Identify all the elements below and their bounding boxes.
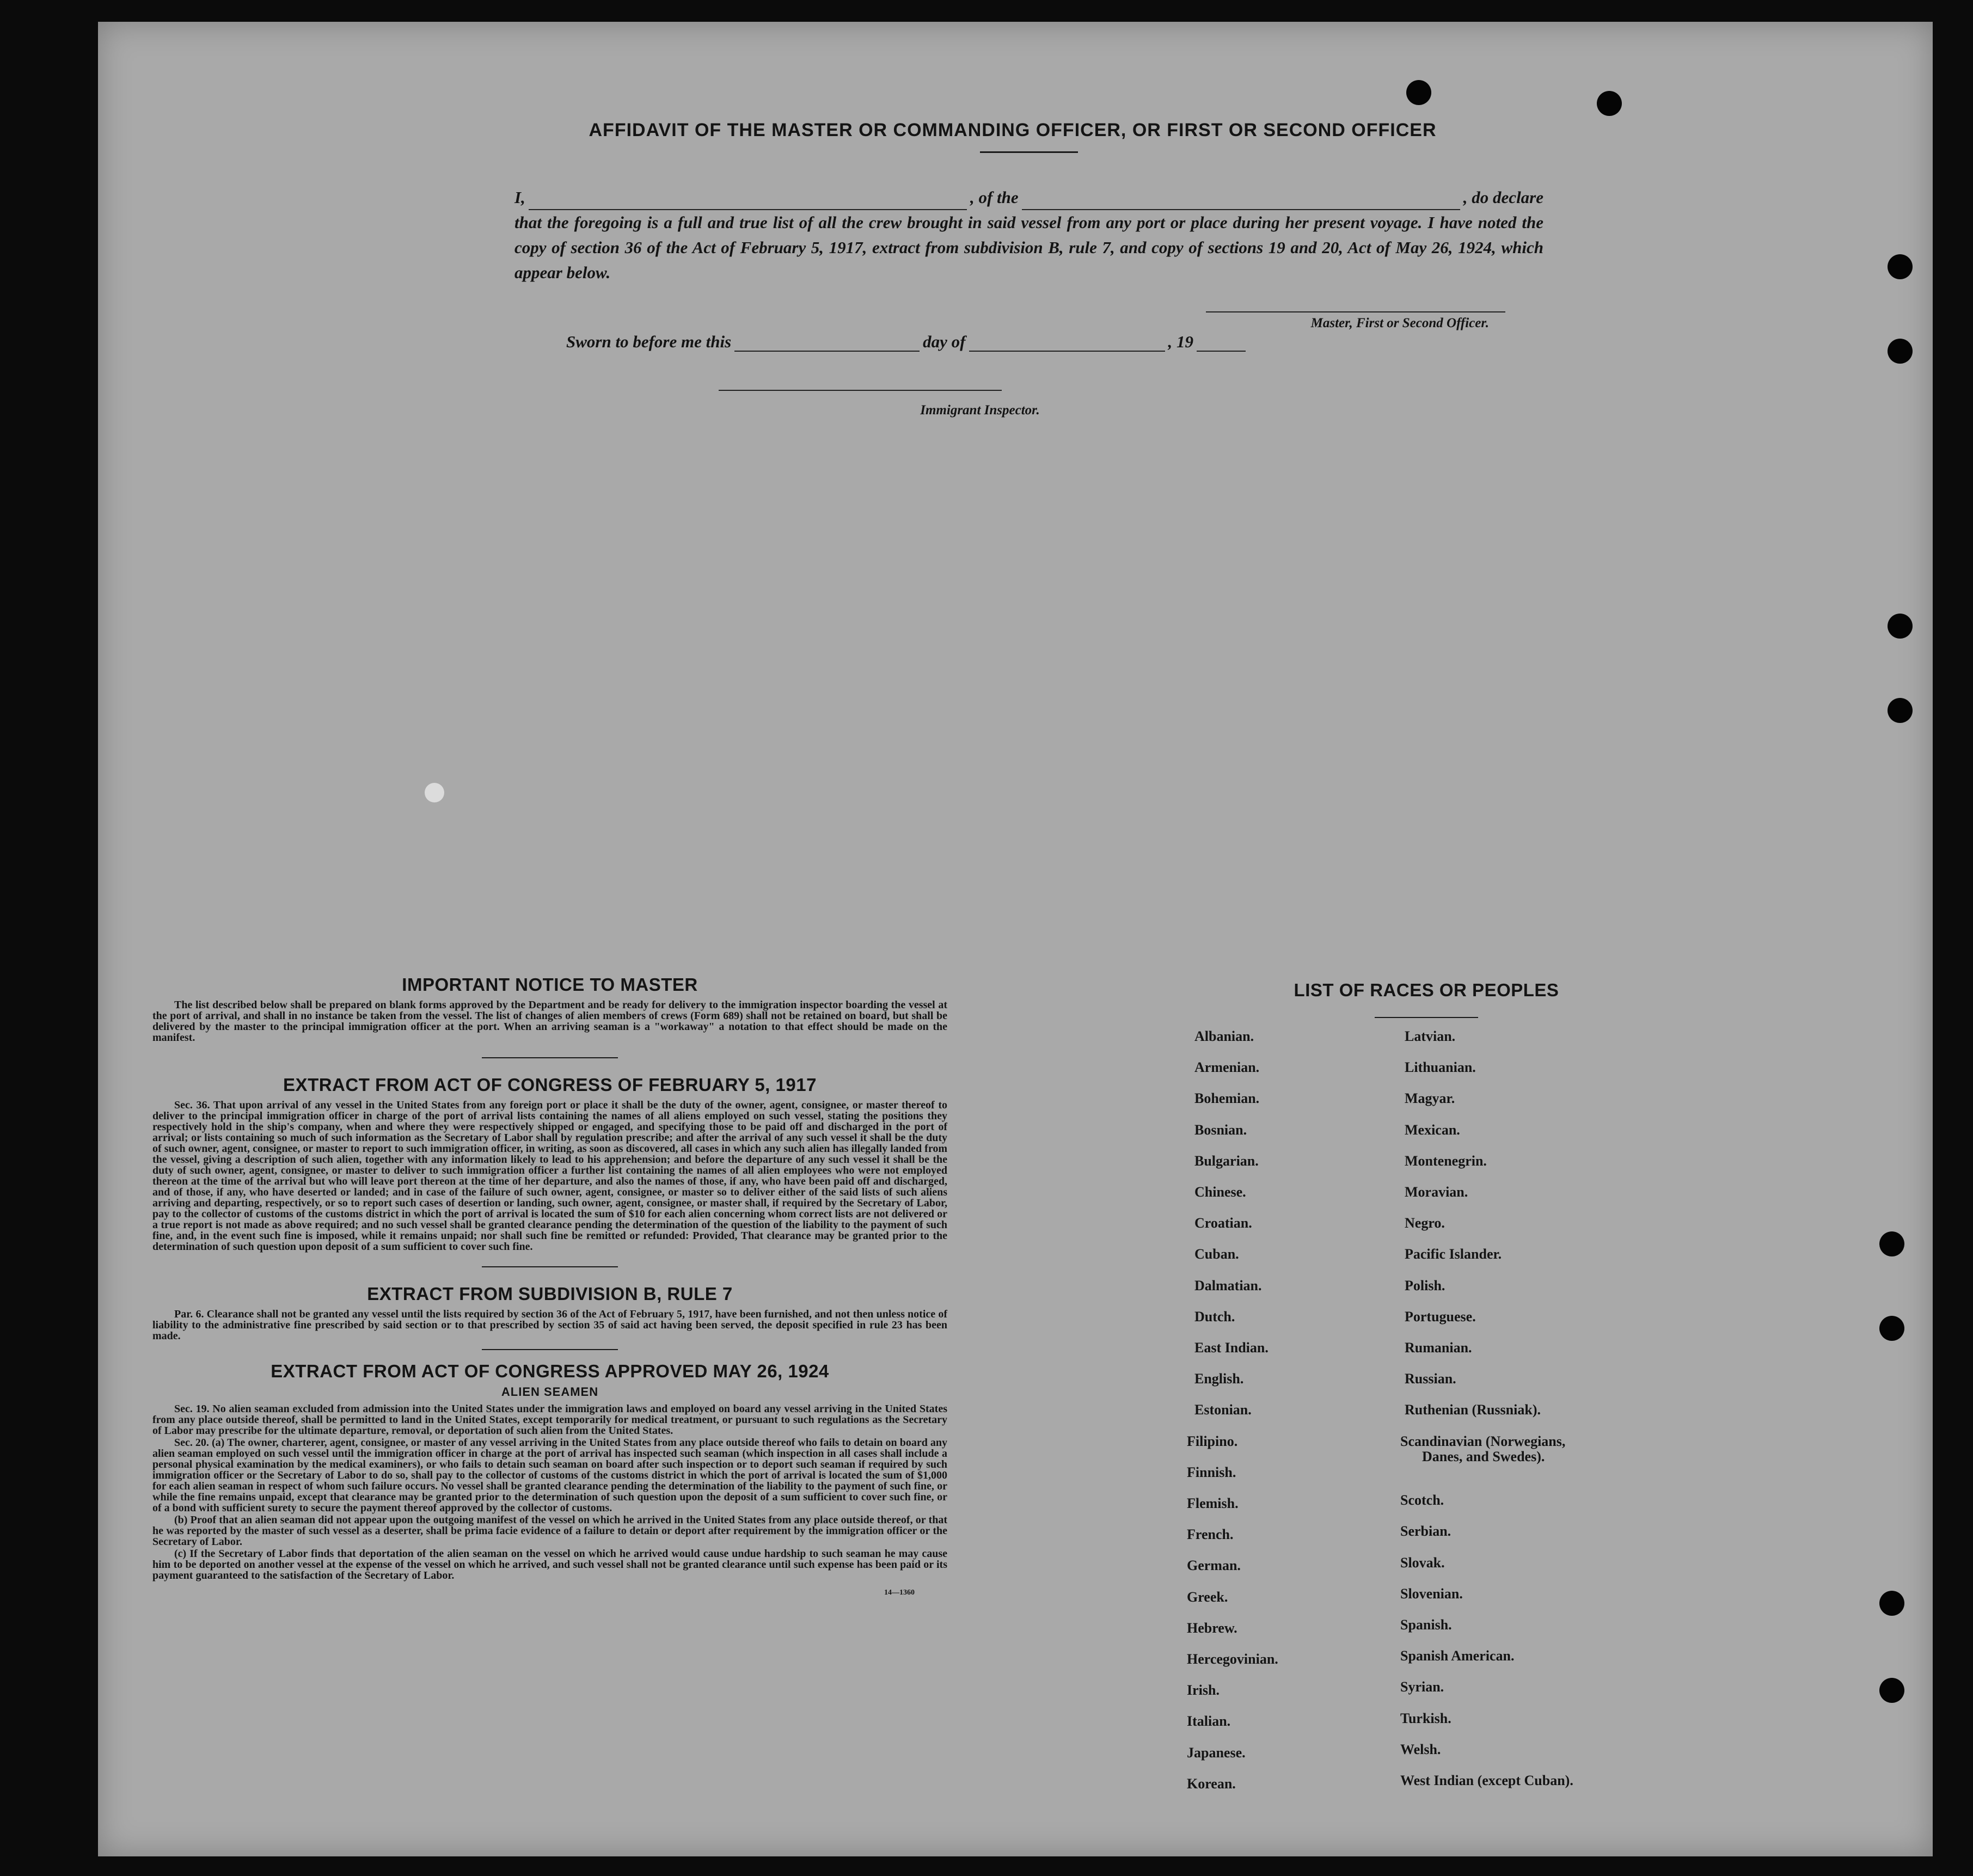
signature-line	[1206, 311, 1505, 312]
race-item: Finnish.	[1187, 1464, 1236, 1480]
race-item: Spanish.	[1400, 1617, 1452, 1633]
race-item: Syrian.	[1400, 1679, 1444, 1695]
race-item: Latvian.	[1405, 1028, 1456, 1044]
extract-rule7-title: EXTRACT FROM SUBDIVISION B, RULE 7	[367, 1284, 733, 1304]
punch-hole	[1888, 254, 1913, 279]
race-item: Flemish.	[1187, 1495, 1239, 1511]
race-item: Cuban.	[1194, 1246, 1239, 1262]
race-item: German.	[1187, 1558, 1241, 1574]
extract-rule7-text: Par. 6. Clearance shall not be granted any vessel until the lists required by section 36 of the Act of February 5, 1917, have been furnished, and not then unless notice of liability to the administrative fine prescribed by said section or to that prescribed by section 35 of said act having been served, the deposit specified in rule 23 has been made.	[152, 1308, 947, 1342]
race-item: Slovenian.	[1400, 1585, 1463, 1602]
race-item: Welsh.	[1400, 1741, 1441, 1757]
extract-1924-sec19: Sec. 19. No alien seaman excluded from admission into the United States under the immigration laws and employed on board any vessel arriving in the United States from any place outside thereof, shall be permitted to land in the United States, except temporarily for medical treatment, or pursuant to such regulations as the Secretary of Labor may prescribe for the ultimate departure, removal, or deportation of such alien from the United States.	[152, 1403, 947, 1437]
race-item: Italian.	[1187, 1713, 1231, 1730]
race-item: Portuguese.	[1405, 1308, 1476, 1325]
extract-1924-sec20c: (c) If the Secretary of Labor finds that deportation of the alien seaman on the vessel on which he arrived would cause undue hardship to such seaman he may cause him to be deported on another vessel at the expense of the vessel on which he arrived, and such vessel shall not be granted clearance until such expense has been paid or its payment guaranteed to the satisfaction of the Secretary of Labor.	[152, 1548, 947, 1581]
divider	[1375, 1017, 1478, 1018]
race-item: Ruthenian (Russniak).	[1405, 1402, 1541, 1418]
race-item: Montenegrin.	[1405, 1152, 1487, 1169]
race-item: Greek.	[1187, 1589, 1228, 1605]
notices-column	[152, 974, 947, 1597]
i-label: I,	[514, 188, 525, 207]
document-page	[98, 22, 1933, 1856]
affidavit-text: that the foregoing is a full and true list of all the crew brought in said vessel from any port or place during her present voyage. I have noted the copy of section 36 of the Act of February 5, 1917, extract from subdivision B, rule 7, and copy of sections 19 and 20, Act of May 26, 1924, which appear below.	[514, 213, 1543, 282]
form-number: 14—1360	[884, 1589, 915, 1597]
punch-hole	[1888, 614, 1913, 639]
race-item: Turkish.	[1400, 1710, 1451, 1726]
race-item: Irish.	[1187, 1682, 1220, 1699]
inspector-label: Immigrant Inspector.	[920, 403, 1040, 418]
notice-text: The list described below shall be prepared on blank forms approved by the Department and be ready for delivery to the immigration inspector boarding the vessel at the port of arrival, and shall in no instance be taken from the vessel. The list of changes of alien members of crews (Form 689) shall not be retained on board, but shall be delivered by the master to the principal immigration officer at the port. When an arriving seaman is a "workaway" a notation to that effect should be made on the manifest.	[152, 999, 947, 1044]
race-item: Russian.	[1405, 1371, 1456, 1387]
race-item: Pacific Islander.	[1405, 1246, 1502, 1262]
punch-hole	[1879, 1678, 1904, 1703]
punch-hole	[1406, 80, 1431, 105]
race-item: Magyar.	[1405, 1090, 1455, 1107]
affidavit-declaration-line	[514, 185, 1543, 210]
race-item: Scandinavian (Norwegians,	[1400, 1433, 1566, 1449]
punch-hole	[1888, 698, 1913, 723]
extract-1917-title: EXTRACT FROM ACT OF CONGRESS OF FEBRUARY 5, 1917	[283, 1075, 817, 1095]
extract-1917-text: Sec. 36. That upon arrival of any vessel in the United States from any foreign port or place it shall be the duty of the owner, agent, consignee, or master thereof to deliver to the principal immigration officer in charge of the port of arrival lists containing the names of all aliens employed on such vessel, stating the positions they respectively hold in the ship's company, when and where they were respectively shipped or engaged, and specifying those to be paid off and discharged in the port of arrival; or lists containing so much of such information as the Secretary of Labor shall by regulation prescribe; and after the arrival of any such vessel it shall be the duty of such owner, agent, consignee, or master to report to such immigration officer, in writing, as soon as discovered, all cases in which any such alien has illegally landed from the vessel, giving a description of such alien, together with any information likely to lead to his apprehension; and before the departure of any such vessel it shall be the duty of such owner, agent, consignee, or master to deliver to such immigration officer a further list containing the names of all alien employees who were not employed thereon at the time of the arrival but who will leave port thereon at the time of her departure, and also the names of those, if any, who have been paid off and discharged, and of those, if any, who have deserted or landed; and in case of the failure of such owner, agent, consignee, or master so to deliver either of the said lists of such aliens arriving and departing, respectively, or so to report such cases of desertion or landing, such owner, agent, consignee, or master shall, if required by the Secretary of Labor, pay to the collector of customs of the customs district in which the port of arrival is located the sum of $10 for each alien concerning whom correct lists are not delivered or a true report is not made as above required; and no such vessel shall be granted clearance pending the determination of the question of the liability to the payment of such fine, and, in the event such fine is imposed, while it remains unpaid; nor shall such fine be remitted or refunded: Provided, That clearance may be granted prior to the determination of such question upon deposit of a sum sufficient to cover such fine.	[152, 1099, 947, 1253]
race-item: Korean.	[1187, 1775, 1236, 1792]
year-blank	[1197, 336, 1246, 352]
race-item: Dalmatian.	[1194, 1277, 1262, 1293]
race-item: French.	[1187, 1526, 1234, 1543]
of-the-label: , of the	[970, 188, 1019, 207]
punch-hole	[1888, 339, 1913, 364]
race-item: Polish.	[1405, 1277, 1445, 1293]
extract-1924-sec20b: (b) Proof that an alien seaman did not appear upon the outgoing manifest of the vessel on which he arrived in the United States from any place outside thereof, or that he was reported by the master of such vessel as a deserter, shall be prima facie evidence of a failure to detain or deport after requirement by the immigration officer or the Secretary of Labor.	[152, 1514, 947, 1548]
race-item: Estonian.	[1194, 1402, 1252, 1418]
race-item: English.	[1194, 1371, 1244, 1387]
race-item: Japanese.	[1187, 1744, 1246, 1761]
race-item: Albanian.	[1194, 1028, 1254, 1044]
race-item: Serbian.	[1400, 1523, 1451, 1540]
race-item: Dutch.	[1194, 1308, 1235, 1325]
extract-1924-sec20a: Sec. 20. (a) The owner, charterer, agent, consignee, or master of any vessel arriving in the United States from any place outside thereof who fails to detain on board any alien seaman employed on such vessel until the immigration officer in charge at the port of arrival has inspected such seaman (which inspection in all cases shall include a personal physical examination by the medical examiners), or who fails to detain such seaman on board after such inspection or to deport such seaman if required by such immigration officer or the Secretary of Labor to do so, shall pay to the collector of customs of the customs district in which the port of arrival is located the sum of $1,000 for each alien seaman in respect of whom such failure occurs. No vessel shall be granted clearance pending the determination of the liability to the payment of such fine, or while the fine remains unpaid, except that clearance may be granted prior to the determination of such question upon the deposit of a sum sufficient to cover such fine, or of a bond with sufficient surety to secure the payment thereof approved by the collector of customs.	[152, 1437, 947, 1514]
race-item-continuation: Danes, and Swedes).	[1422, 1448, 1545, 1464]
affidavit-title: AFFIDAVIT OF THE MASTER OR COMMANDING OFFICER, OR FIRST OR SECOND OFFICER	[589, 120, 1437, 140]
year-label: , 19	[1168, 332, 1193, 351]
divider	[482, 1266, 618, 1267]
day-of-label: day of	[923, 332, 966, 351]
sworn-label: Sworn to before me this	[566, 332, 732, 351]
extract-1924-title: EXTRACT FROM ACT OF CONGRESS APPROVED MAY 26, 1924	[271, 1361, 829, 1381]
race-item: Mexican.	[1405, 1121, 1460, 1138]
vessel-blank	[1022, 195, 1460, 210]
punch-hole	[1879, 1316, 1904, 1341]
race-item: East Indian.	[1194, 1340, 1269, 1356]
paper-blemish	[425, 783, 444, 802]
race-item: Lithuanian.	[1405, 1059, 1476, 1076]
divider	[482, 1057, 618, 1058]
signature-label: Master, First or Second Officer.	[1310, 316, 1489, 330]
race-item: Bohemian.	[1194, 1090, 1260, 1107]
races-column	[1187, 980, 1666, 1792]
punch-hole	[1879, 1231, 1904, 1256]
race-item: Bulgarian.	[1194, 1152, 1259, 1169]
races-title: LIST OF RACES OR PEOPLES	[1294, 980, 1559, 1000]
punch-hole	[1879, 1591, 1904, 1616]
extract-1924-subtitle: ALIEN SEAMEN	[501, 1385, 599, 1399]
race-item: Spanish American.	[1400, 1648, 1515, 1664]
month-blank	[969, 336, 1165, 352]
race-item: Bosnian.	[1194, 1121, 1247, 1138]
inspector-signature-line	[719, 390, 1002, 391]
do-declare-label: , do declare	[1463, 188, 1544, 207]
race-item: Filipino.	[1187, 1433, 1238, 1449]
title-underline	[980, 151, 1078, 153]
race-item: Croatian.	[1194, 1215, 1252, 1231]
affidavit-body	[514, 185, 1543, 285]
day-blank	[734, 336, 920, 352]
race-item: Moravian.	[1405, 1184, 1468, 1200]
race-item: Rumanian.	[1405, 1340, 1472, 1356]
race-item: West Indian (except Cuban).	[1400, 1773, 1573, 1789]
notice-title: IMPORTANT NOTICE TO MASTER	[402, 974, 698, 995]
race-item: Negro.	[1405, 1215, 1445, 1231]
name-blank	[529, 195, 967, 210]
race-item: Hercegovinian.	[1187, 1651, 1278, 1667]
race-item: Chinese.	[1194, 1184, 1246, 1200]
divider	[482, 1349, 618, 1350]
race-item: Armenian.	[1194, 1059, 1260, 1076]
race-item: Scotch.	[1400, 1492, 1444, 1509]
punch-hole	[1597, 91, 1622, 116]
sworn-line	[566, 332, 1296, 352]
race-item: Slovak.	[1400, 1554, 1445, 1571]
race-item: Hebrew.	[1187, 1620, 1237, 1636]
